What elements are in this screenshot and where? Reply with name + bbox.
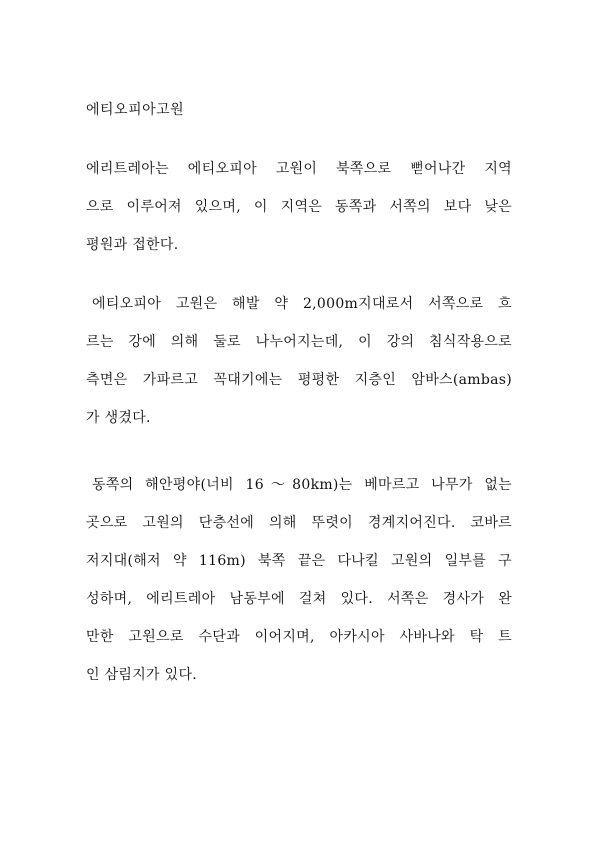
paragraph-line: 저지대(해저 약 116m) 북쪽 끝은 다나킬 고원의 일부를 구	[86, 553, 512, 569]
paragraph-2	[86, 285, 512, 437]
paragraph-line: 에티오피아 고원은 해발 약 2,000m지대로서 서쪽으로 흐	[92, 296, 512, 312]
paragraph-line: 성하며, 에리트레아 남동부에 걸쳐 있다. 서쪽은 경사가 완	[86, 591, 512, 607]
paragraph-1	[86, 150, 512, 264]
paragraph-line: 만한 고원으로 수단과 이어지며, 아카시아 사바나와 탁 트	[86, 629, 512, 645]
paragraph-line: 평원과 접한다.	[86, 237, 179, 253]
paragraph-line: 측면은 가파르고 꼭대기에는 평평한 지층인 암바스(ambas)	[86, 372, 512, 388]
paragraph-line: 가 생겼다.	[86, 410, 151, 426]
paragraph-3	[86, 466, 512, 694]
document-title: 에티오피아고원	[86, 102, 185, 118]
paragraph-line: 르는 강에 의해 둘로 나누어지는데, 이 강의 침식작용으로	[86, 334, 512, 350]
paragraph-line: 에리트레아는 에티오피아 고원이 북쪽으로 뻗어나간 지역	[86, 161, 512, 177]
paragraph-line: 동쪽의 해안평야(너비 16～80km)는 베마르고 나무가 없는	[92, 477, 512, 493]
paragraph-line: 곳으로 고원의 단층선에 의해 뚜렷이 경계지어진다. 코바르	[86, 515, 512, 531]
paragraph-line: 으로 이루어져 있으며, 이 지역은 동쪽과 서쪽의 보다 낮은	[86, 199, 512, 215]
paragraph-line: 인 삼림지가 있다.	[86, 667, 198, 683]
